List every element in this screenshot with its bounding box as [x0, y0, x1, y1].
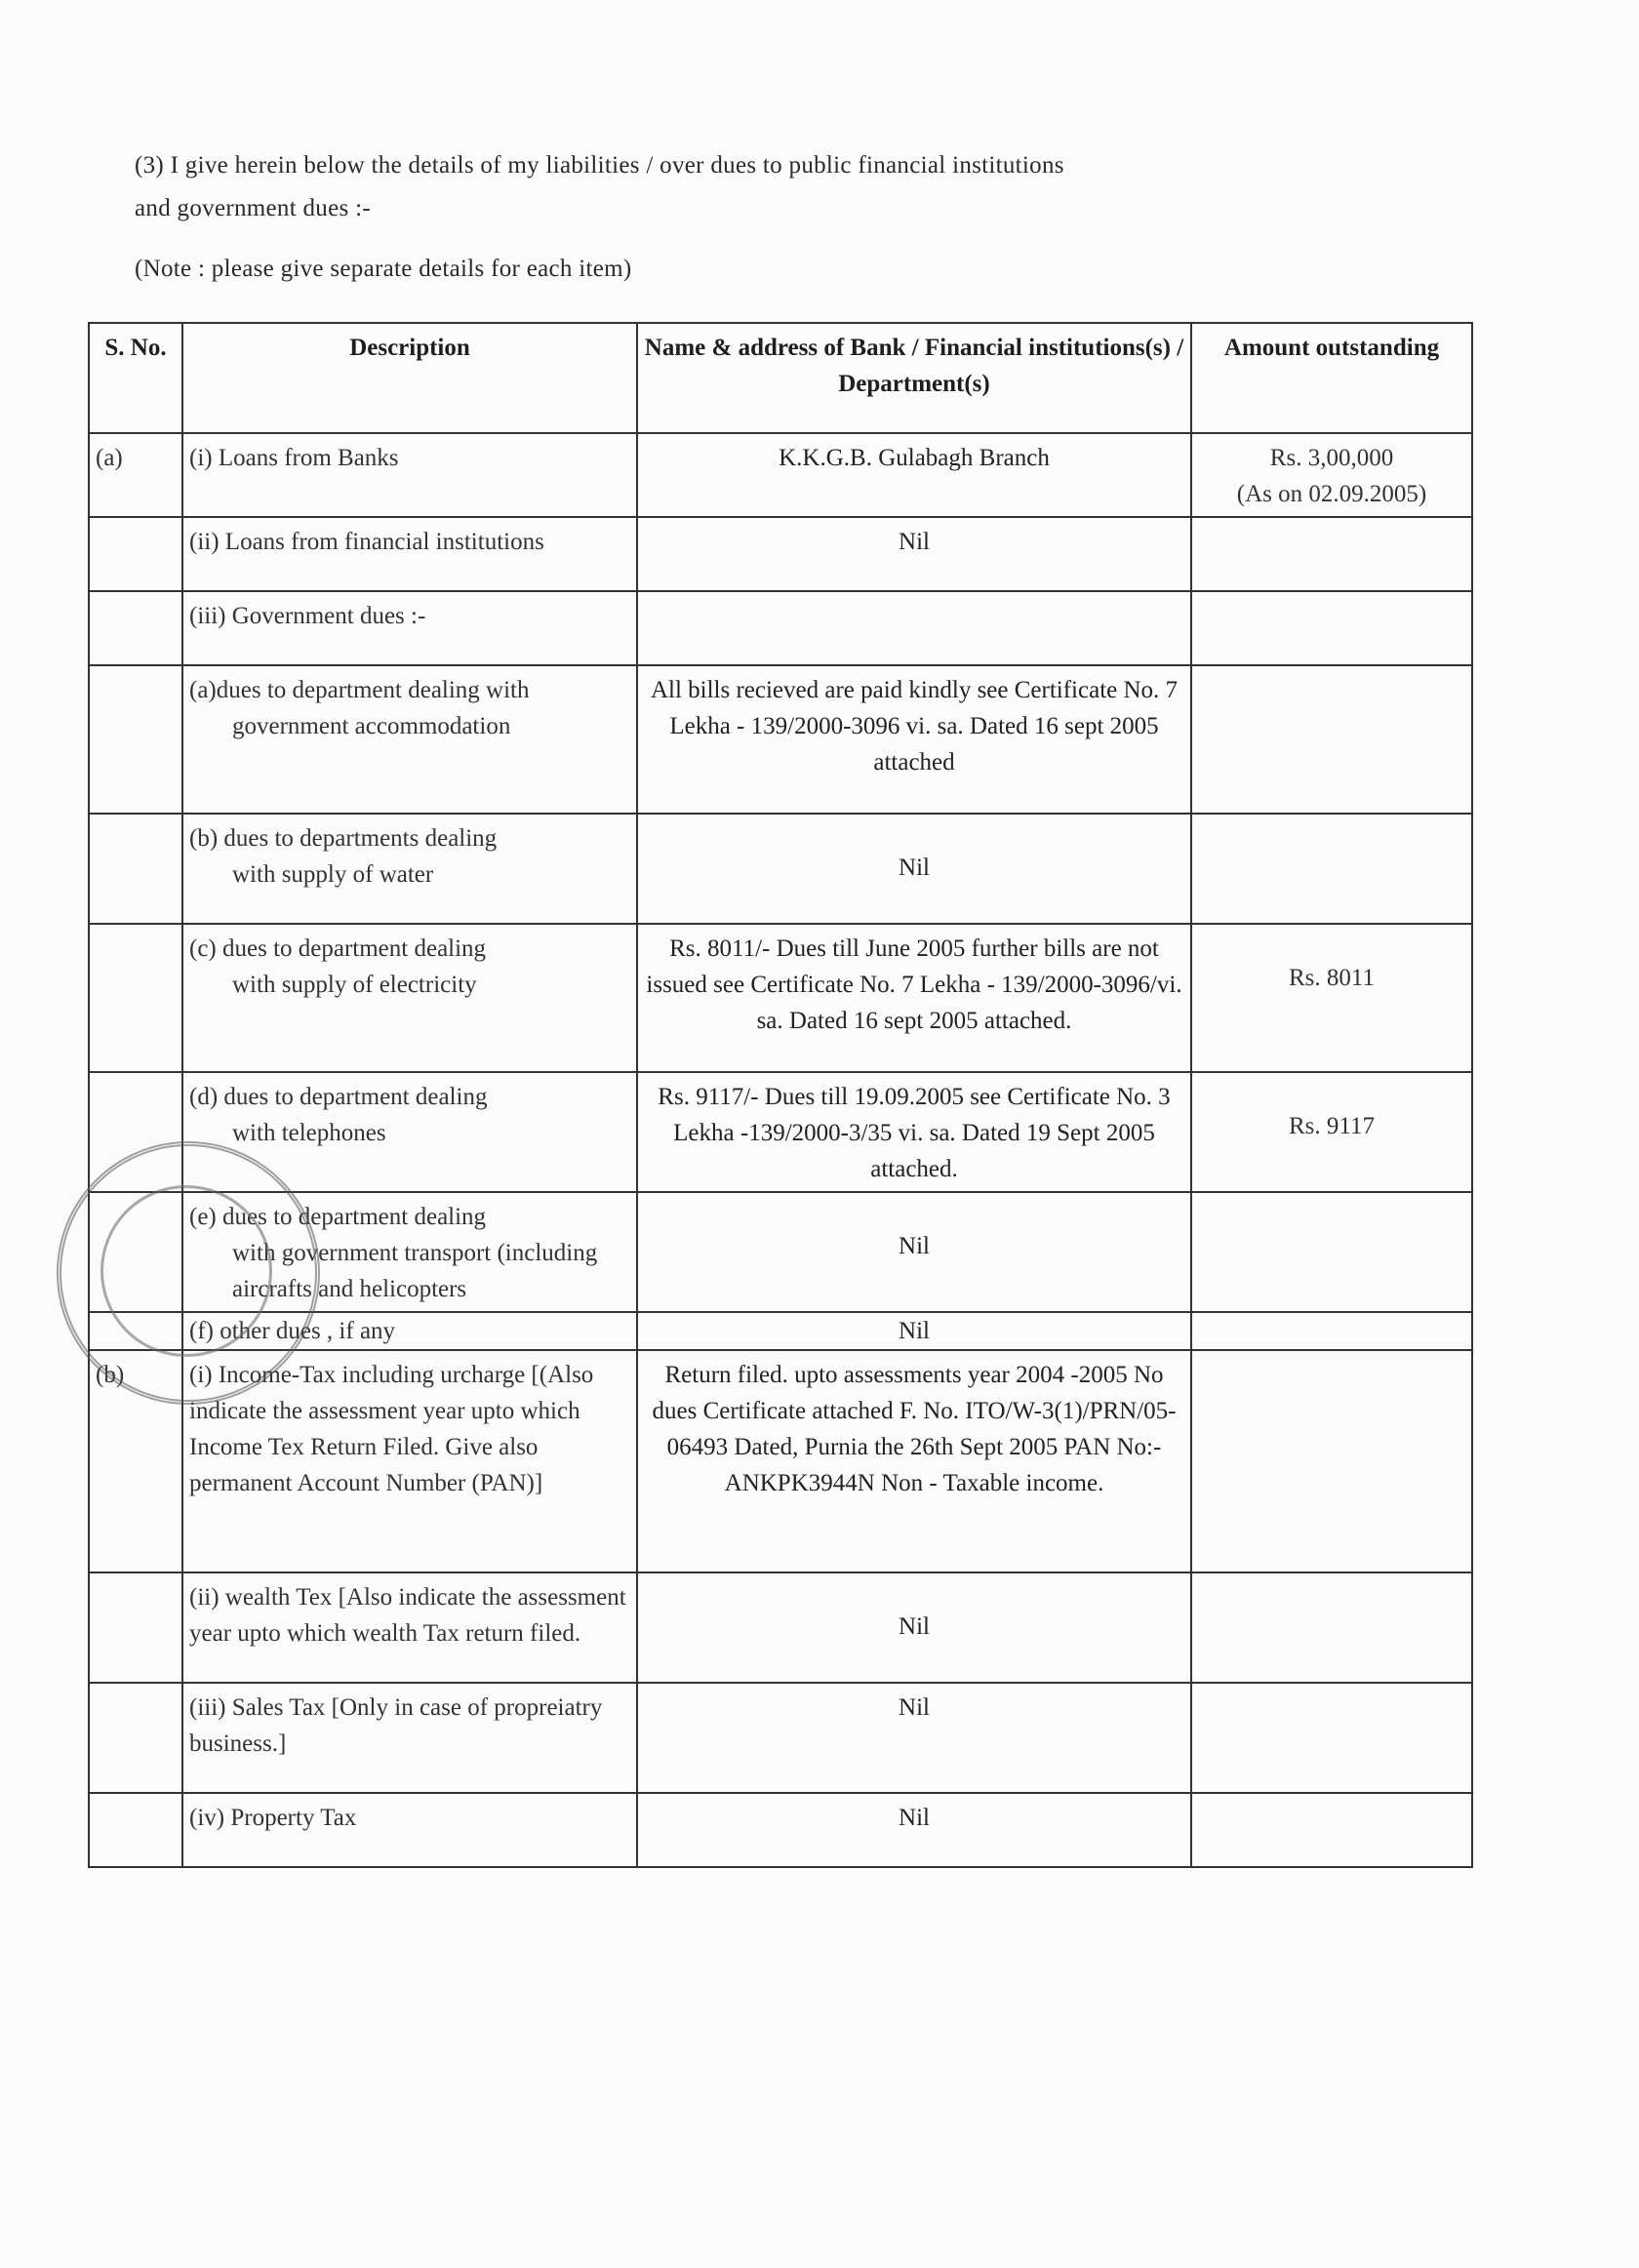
row-description: (i) Loans from Banks: [182, 433, 637, 517]
intro-line-2: and government dues :-: [135, 195, 371, 221]
row-description: (iii) Sales Tax [Only in case of propreiatry business.]: [182, 1683, 637, 1793]
row-description: (ii) Loans from financial institutions: [182, 517, 637, 591]
row-sno: [89, 924, 182, 1072]
official-seal-stamp: [57, 1141, 320, 1405]
intro-paragraph: [135, 144, 1305, 230]
table-row: [89, 1683, 1472, 1793]
row-bank: [637, 591, 1191, 665]
row-amount-value: Rs. 3,00,000: [1269, 445, 1394, 471]
row-bank: Nil: [637, 517, 1191, 591]
row-bank: Nil: [637, 1312, 1191, 1350]
row-bank: Rs. 9117/- Dues till 19.09.2005 see Certificate No. 3 Lekha -139/2000-3/35 vi. sa. Dated 19 Sept 2005 attached.: [637, 1072, 1191, 1192]
table-row: [89, 1350, 1472, 1572]
header-amount: Amount outstanding: [1191, 323, 1472, 433]
row-amount: [1191, 1312, 1472, 1350]
row-amount: [1191, 433, 1472, 517]
intro-line-1: (3) I give herein below the details of my liabilities / over dues to public financial institutions: [135, 152, 1064, 179]
row-description: (iv) Property Tax: [182, 1793, 637, 1867]
table-row: [89, 433, 1472, 517]
row-bank: Return filed. upto assessments year 2004 -2005 No dues Certificate attached F. No. ITO/W-3(1)/PRN/05-06493 Dated, Purnia the 26th Sept 2005 PAN No:- ANKPK3944N Non - Taxable income.: [637, 1350, 1191, 1572]
note-text: (Note : please give separate details for each item): [135, 256, 632, 282]
table-row: [89, 517, 1472, 591]
row-description-line-1: (d) dues to department dealing: [189, 1084, 488, 1110]
row-amount: [1191, 1793, 1472, 1867]
row-sno: (a): [89, 433, 182, 517]
row-description: (f) other dues , if any: [182, 1312, 637, 1350]
row-description-line-2: with supply of electricity: [232, 972, 477, 998]
row-sno: [89, 517, 182, 591]
row-description-line-2: government accommodation: [232, 713, 511, 739]
row-bank-text: Nil: [899, 855, 930, 881]
row-description-line-1: (a)dues to department dealing with: [189, 677, 530, 703]
row-amount: [1191, 1572, 1472, 1683]
row-description: [182, 665, 637, 814]
row-amount-value: Rs. 9117: [1289, 1113, 1375, 1139]
table-row: [89, 814, 1472, 924]
row-bank: Nil: [637, 1683, 1191, 1793]
row-description: (ii) wealth Tex [Also indicate the assessment year upto which wealth Tax return filed.: [182, 1572, 637, 1683]
row-description-line-2: with supply of water: [232, 861, 434, 888]
row-amount: [1191, 1683, 1472, 1793]
row-sno: [89, 814, 182, 924]
header-bank: Name & address of Bank / Financial institutions(s) / Department(s): [637, 323, 1191, 433]
table-row: [89, 924, 1472, 1072]
row-bank: K.K.G.B. Gulabagh Branch: [637, 433, 1191, 517]
row-bank: [637, 814, 1191, 924]
row-description: (iii) Government dues :-: [182, 591, 637, 665]
row-sno: (b): [89, 1350, 182, 1572]
row-bank: Rs. 8011/- Dues till June 2005 further bills are not issued see Certificate No. 7 Lekha - 139/2000-3096/vi. sa. Dated 16 sept 2005 attached.: [637, 924, 1191, 1072]
table-row: [89, 1793, 1472, 1867]
row-amount: [1191, 814, 1472, 924]
row-amount: [1191, 1192, 1472, 1312]
row-description-line-1: (b) dues to departments dealing: [189, 825, 498, 852]
table-header-row: [89, 323, 1472, 433]
row-bank: [637, 1572, 1191, 1683]
row-description: [182, 924, 637, 1072]
row-amount: [1191, 1350, 1472, 1572]
row-sno: [89, 591, 182, 665]
header-sno: S. No.: [89, 323, 182, 433]
row-description: (i) Income-Tax including urcharge [(Also indicate the assessment year upto which Income Tex Return Filed. Give also permanent Account Number (PAN)]: [182, 1350, 637, 1572]
header-description: Description: [182, 323, 637, 433]
table-row: [89, 665, 1472, 814]
row-description-line-1: (c) dues to department dealing: [189, 935, 487, 962]
row-sno: [89, 1683, 182, 1793]
row-amount: [1191, 665, 1472, 814]
official-seal-inner-ring: [100, 1185, 272, 1357]
row-sno: [89, 665, 182, 814]
row-amount: [1191, 1072, 1472, 1192]
row-sno: [89, 1572, 182, 1683]
row-amount: [1191, 591, 1472, 665]
table-row: [89, 1072, 1472, 1192]
row-amount-value: Rs. 8011: [1289, 965, 1375, 991]
row-description-line-1: (e) dues to department dealing: [189, 1204, 487, 1230]
row-sno: [89, 1793, 182, 1867]
row-bank: All bills recieved are paid kindly see Certificate No. 7 Lekha - 139/2000-3096 vi. sa. Dated 16 sept 2005 attached: [637, 665, 1191, 814]
row-amount: [1191, 517, 1472, 591]
row-description-line-2: with telephones: [232, 1120, 386, 1146]
row-description-line-2: with government transport (including aircrafts and helicopters: [232, 1240, 598, 1302]
table-row: [89, 591, 1472, 665]
row-bank-text: Nil: [899, 1613, 930, 1640]
row-bank: Nil: [637, 1793, 1191, 1867]
row-amount: [1191, 924, 1472, 1072]
liabilities-table: [88, 322, 1473, 1868]
table-row: [89, 1572, 1472, 1683]
row-bank: [637, 1192, 1191, 1312]
row-amount-date: (As on 02.09.2005): [1236, 481, 1427, 507]
row-bank-text: Nil: [899, 1233, 930, 1259]
row-description: [182, 814, 637, 924]
